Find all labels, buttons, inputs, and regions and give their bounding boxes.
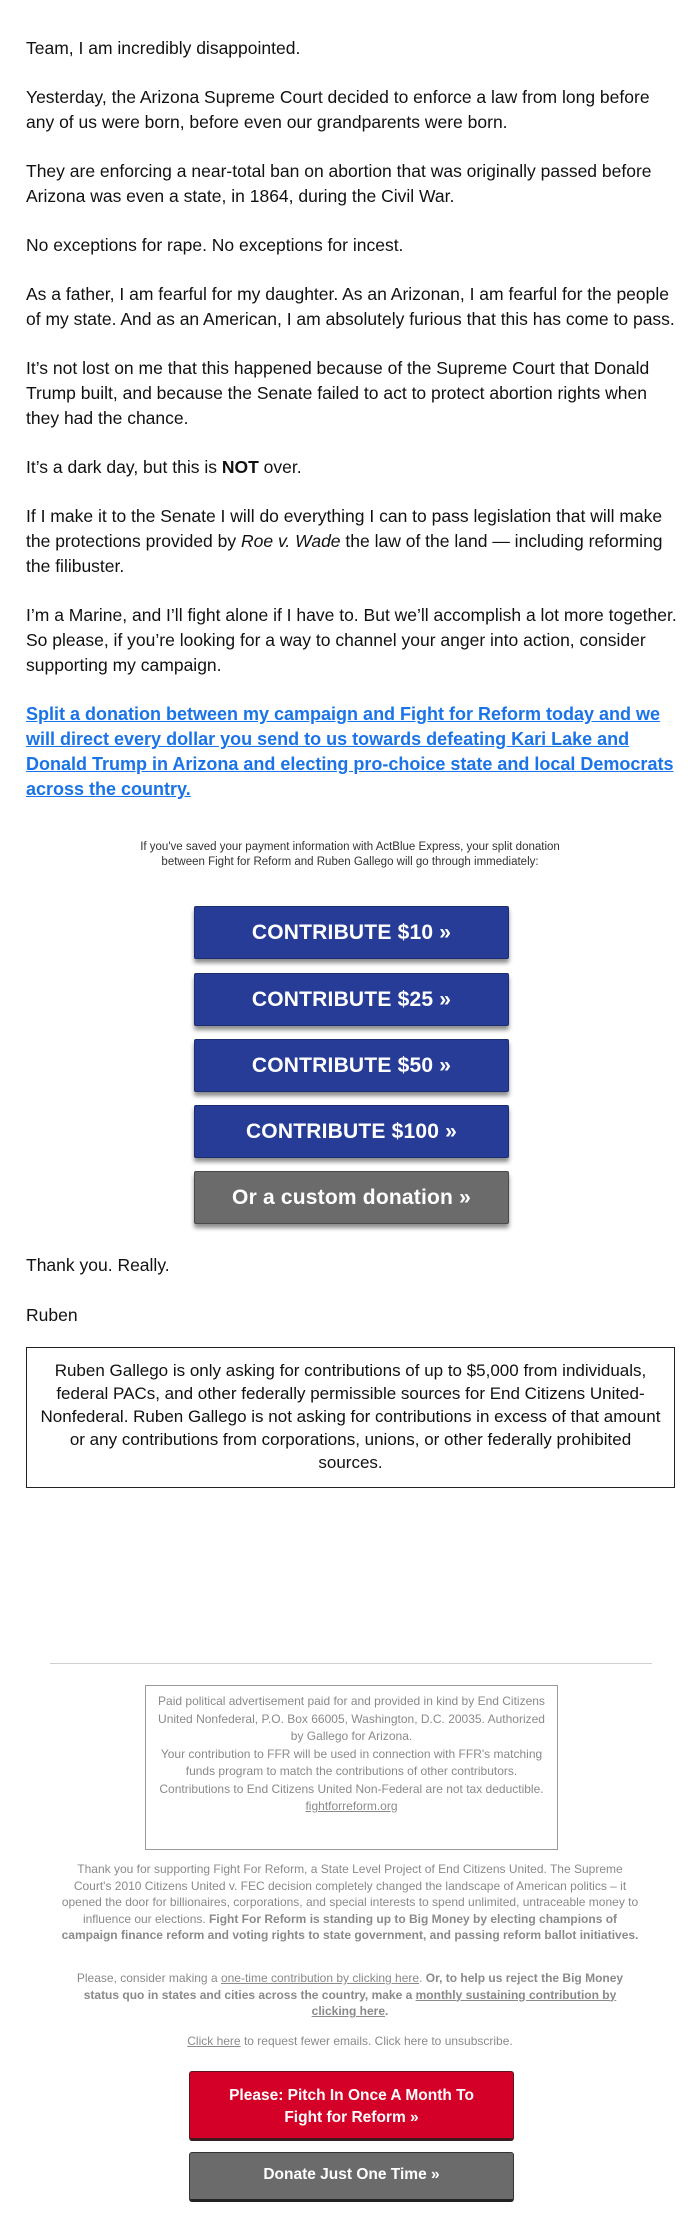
paid-for-box	[145, 1685, 558, 1850]
email-body	[26, 36, 677, 826]
paragraph	[26, 702, 677, 802]
text: the law of the land — including reforming the filibuster.	[26, 531, 663, 576]
email-preferences-text	[60, 2033, 640, 2050]
divider	[50, 1663, 652, 1664]
contribute-10-button[interactable]: CONTRIBUTE $10 »	[194, 906, 509, 959]
text: .	[385, 2004, 389, 2018]
text: .	[419, 1971, 426, 1985]
paragraph: I’m a Marine, and I’ll fight alone if I have to. But we’ll accomplish a lot more together. So please, if you’re looking for a way to channel your anger into action, consider supporting my campaign.	[26, 605, 677, 675]
signature: Ruben	[26, 1305, 78, 1325]
tax-text: Contributions to End Citizens United Non-Federal are not tax deductible.	[159, 1781, 544, 1796]
text: over.	[258, 457, 302, 477]
text: Please, consider making a	[76, 1971, 221, 1985]
actblue-express-note: If you've saved your payment information with ActBlue Express, your split donation between Fight for Reform and Ruben Gallego will go through immediately:	[140, 841, 560, 868]
about-text	[60, 1861, 640, 1944]
monthly-donation-button[interactable]: Please: Pitch In Once A Month To Fight for Reform »	[189, 2071, 514, 2141]
contribution-options-text	[60, 1970, 640, 2020]
paragraph: Team, I am incredibly disappointed.	[26, 38, 301, 58]
paragraph: It’s not lost on me that this happened because of the Supreme Court that Donald Trump built, and because the Senate failed to act to protect abortion rights when they had the chance.	[26, 358, 650, 428]
text: Fight For Reform is standing up to Big Money by electing champions of campaign finance reform and voting rights to state government, and passing reform ballot initiatives.	[61, 1911, 639, 1942]
thanks-text: Thank you. Really.	[26, 1255, 170, 1275]
matching-funds-text: Your contribution to FFR will be used in connection with FFR's matching funds program to match the contributions of other contributors.	[160, 1746, 543, 1778]
paragraph: No exceptions for rape. No exceptions for incest.	[26, 235, 404, 255]
contribute-50-button[interactable]: CONTRIBUTE $50 »	[194, 1039, 509, 1092]
paragraph: They are enforcing a near-total ban on abortion that was originally passed before Arizona was even a state, in 1864, during the Civil War.	[26, 161, 652, 206]
split-donation-link[interactable]: Split a donation between my campaign and Fight for Reform today and we will direct every dollar you send to us towards defeating Kari Lake and Donald Trump in Arizona and electing pro-choice state and local Democrats across the country.	[26, 704, 674, 799]
paid-for-text: Paid political advertisement paid for and provided in kind by End Citizens United Nonfederal, P.O. Box 66005, Washington, D.C. 20035. Authorized by Gallego for Arizona.	[158, 1694, 545, 1743]
contribute-100-button[interactable]: CONTRIBUTE $100 »	[194, 1105, 509, 1158]
paragraph	[26, 455, 677, 480]
paragraph	[26, 504, 677, 579]
fewer-emails-link[interactable]: Click here	[187, 2034, 241, 2048]
contribution-disclaimer: Ruben Gallego is only asking for contributions of up to $5,000 from individuals, federal PACs, and other federally permissible sources for End Citizens United-Nonfederal. Ruben Gallego is not asking for contributions in excess of that amount or any contributions from corporations, unions, or other federally prohibited sources.	[26, 1347, 675, 1488]
custom-donation-button[interactable]: Or a custom donation »	[194, 1171, 509, 1224]
text: Or, to help us reject the Big Money status quo in states and cities across the country, make a	[83, 1971, 624, 2002]
text: If I make it to the Senate I will do everything I can to pass legislation that will make the protections provided by	[26, 506, 663, 551]
monthly-contribution-link[interactable]: monthly sustaining contribution by clicking here	[311, 1987, 617, 2018]
case-name: Roe v. Wade	[241, 531, 341, 551]
emphasis: NOT	[221, 457, 259, 477]
one-time-contribution-link[interactable]: one-time contribution by clicking here	[220, 1971, 420, 1985]
text: Thank you for supporting Fight For Reform, a State Level Project of End Citizens United. The Supreme Court's 2010 Citizens United v. FEC decision completely changed the landscape of American politics – it opened the door for billionaires, corporations, and special interests to spend unlimited, untraceable money to influence our elections.	[61, 1862, 639, 1926]
text: It’s a dark day, but this is	[26, 457, 222, 477]
website-link[interactable]: fightforreform.org	[305, 1799, 398, 1813]
paragraph: Yesterday, the Arizona Supreme Court decided to enforce a law from long before any of us were born, before even our grandparents were born.	[26, 87, 650, 132]
paragraph: As a father, I am fearful for my daughter. As an Arizonan, I am fearful for the people of my state. And as an American, I am absolutely furious that this has come to pass.	[26, 284, 675, 329]
contribute-25-button[interactable]: CONTRIBUTE $25 »	[194, 973, 509, 1026]
text: to request fewer emails. Click here to unsubscribe.	[240, 2034, 513, 2048]
one-time-donation-button[interactable]: Donate Just One Time »	[189, 2152, 514, 2202]
